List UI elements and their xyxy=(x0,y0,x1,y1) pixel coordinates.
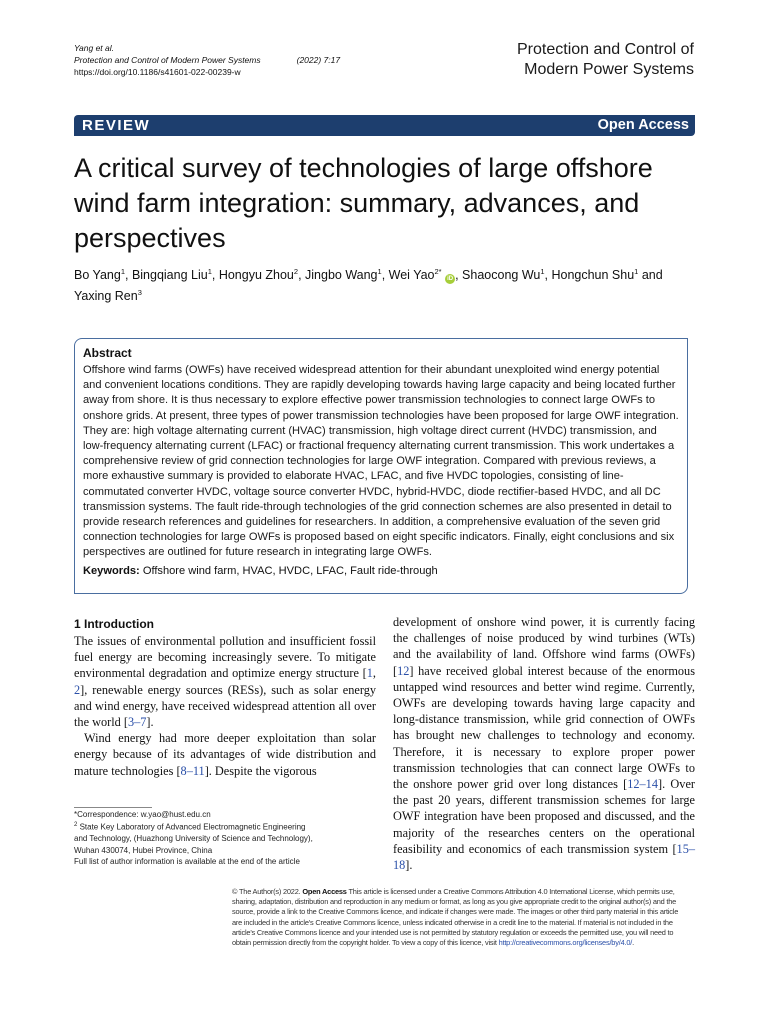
open-access-bold: Open Access xyxy=(302,887,347,896)
abstract-heading: Abstract xyxy=(83,346,132,360)
article-type-band xyxy=(74,115,695,136)
affiliation-line: and Technology, (Huazhong University of Science and Technology), xyxy=(74,834,313,844)
paragraph: The issues of environmental pollution and insufficient fossil fuel energy are becoming increasingly severe. To mitigate environmental degradation and optimize energy structure [1, 2], renewable energy sources (RESs), such as solar energy and wind energy, have received widespread attention all over the world [3–7]. xyxy=(74,634,376,730)
running-header xyxy=(74,42,340,78)
keywords-label: Keywords: xyxy=(83,564,140,577)
author-affiliation: 2 xyxy=(293,267,299,276)
author-name: Yaxing Ren xyxy=(74,289,138,304)
paragraph: Wind energy had more deeper exploitation than solar energy because of its advantages of wide distribution and mature technologies [8–11]. Despite the vigorous xyxy=(74,731,376,778)
author-name: Hongyu Zhou xyxy=(218,268,294,283)
author-name: Jingbo Wang xyxy=(305,268,378,283)
author-name: Shaocong Wu xyxy=(462,268,541,283)
author-affiliation: 3 xyxy=(137,288,142,298)
footnotes xyxy=(74,809,374,868)
body-column-left xyxy=(74,616,376,779)
author-affiliation: 1 xyxy=(377,267,382,276)
article-type-label: REVIEW xyxy=(82,117,151,134)
author-affiliation: 1 xyxy=(540,267,545,276)
citation-link[interactable]: 1 xyxy=(366,666,373,681)
paragraph: development of onshore wind power, it is currently facing the challenges of noise produced by wind turbines (WTs) and the availability of land. Offshore wind farms (OWFs) [12] have received global interest because of the enormous untapped wind resources and better wind regime. Currently, OWFs are developing towards having large capacity and long-distance transmission, while grid connection of OWFs has brought new challenges to technology and economy. Therefore, it is necessary to explore proper power transmission technologies that can connect large OWFs to the onshore power grid over long distances [12–14]. Over the past 20 years, different transmission schemes for large OWF integration have been proposed and discussed, and the majority of the researches centers on the operational feasibility and economics of each transmission system [15–18]. xyxy=(393,615,695,873)
citation-link[interactable]: 3–7 xyxy=(127,715,147,730)
author-affiliation: 1 xyxy=(120,267,125,276)
author-affiliation: 2* xyxy=(434,267,442,276)
header-doi-link[interactable]: https://doi.org/10.1186/s41601-022-00239-w xyxy=(74,67,241,77)
license-link[interactable]: http://creativecommons.org/licenses/by/4.0/ xyxy=(498,938,633,948)
footnote-divider xyxy=(74,807,152,808)
journal-name-line1: Protection and Control of xyxy=(517,41,694,58)
author-list: Bo Yang$^1$, Bingqiang Liu$^1$, Hongyu Zhou$^2$, Jingbo Wang$^1$, Wei Yao$^{2*}$ iD , Shaocong Wu$^1$, Hongchun Shu$^1$ and Yaxing Ren$^3$ xyxy=(74,267,663,304)
section-heading: 1 Introduction xyxy=(74,617,154,631)
open-access-label: Open Access xyxy=(597,117,689,133)
abstract-box xyxy=(74,338,688,594)
header-authors: Yang et al. xyxy=(74,43,115,53)
affiliation-note: $^2$ State Key Laboratory of Advanced Electromagnetic Engineering xyxy=(74,822,306,833)
abstract-text: Offshore wind farms (OWFs) have received widespread attention for their abundant unexploited wind energy potential and convenient locations conditions. They are rapidly developing towards having large capacity and being located further away from shore. It is thus necessary to explore effective power transmission technologies to connect large OWFs to onshore grids. At present, three types of power transmission technologies have been proposed for large OWF integration. They are: high voltage alternating current (HVAC) transmission, high voltage direct current (HVDC) transmission, and low-frequency alternating current (LFAC) or fractional frequency alternating current transmission. This work undertakes a comprehensive review of grid connection technologies for large OWF integration. Compared with previous reviews, a more exhaustive summary is provided to elaborate HVAC, LFAC, and five HVDC topologies, consisting of line-commutated converter HVDC, voltage source converter HVDC, hybrid-HVDC, diode rectifier-based HVDC, and all DC transmission systems. The fault ride-through technologies of the grid connection schemes are also presented in detail to provide research references and guidelines for researchers. In addition, a comprehensive evaluation of the seven grid connection technologies for large OWFs is proposed based on eight specific indicators. Finally, eight conclusions and six perspectives are outlined for future research in integrating large OWFs. xyxy=(83,364,679,559)
header-journal: Protection and Control of Modern Power Systems xyxy=(74,55,261,65)
citation-link[interactable]: 15–18 xyxy=(393,841,695,873)
author-name: Wei Yao xyxy=(388,268,435,283)
article-title: A critical survey of technologies of large offshore wind farm integration: summary, advances, and perspectives xyxy=(74,153,653,253)
header-journal-line xyxy=(74,54,340,66)
license-notice: © The Author(s) 2022. Open Access This article is licensed under a Creative Commons Attribution 4.0 International License, which permits use, sharing, adaptation, distribution and reproduction in any medium or format, as long as you give appropriate credit to the original author(s) and the source, provide a link to the Creative Commons licence, and indicate if changes were made. The images or other third party material in this article are included in the article's Creative Commons licence, unless indicated otherwise in a credit line to the material. If material is not included in the article's Creative Commons licence and your intended use is not permitted by statutory regulation or exceeds the permitted use, you will need to obtain permission directly from the copyright holder. To view a copy of this licence, visit http://creativecommons.org/licenses/by/4.0/. xyxy=(232,887,679,948)
keywords-list: Offshore wind farm, HVAC, HVDC, LFAC, Fault ride-through xyxy=(142,564,438,577)
citation-link[interactable]: 2 xyxy=(74,682,81,697)
author-name: Bo Yang xyxy=(74,268,121,283)
author-affiliation: 1 xyxy=(634,267,639,276)
citation-link[interactable]: 8–11 xyxy=(180,763,205,778)
author-info-note: Full list of author information is available at the end of the article xyxy=(74,857,300,867)
author-affiliation: 1 xyxy=(207,267,212,276)
author-name: Hongchun Shu xyxy=(551,268,635,283)
author-name: Bingqiang Liu xyxy=(131,268,208,283)
copyright-text: © The Author(s) 2022. xyxy=(232,887,301,896)
journal-name xyxy=(517,40,694,80)
orcid-icon[interactable]: iD xyxy=(447,276,454,283)
body-column-right xyxy=(393,614,695,873)
journal-name-line2: Modern Power Systems xyxy=(524,61,694,78)
header-year-volume: (2022) 7:17 xyxy=(296,55,341,65)
citation-link[interactable]: 12 xyxy=(397,663,410,678)
correspondence: *Correspondence: w.yao@hust.edu.cn xyxy=(74,810,211,819)
license-text: This article is licensed under a Creative Commons Attribution 4.0 International License, which permits use, sharing, adaptation, distribution and reproduction in any medium or format, as long as you give appropriate credit to the original author(s) and the source, provide a link to the Creative Commons licence, and indicate if changes were made. The images or other third party material in this article are included in the article's Creative Commons licence, unless indicated otherwise in a credit line to the material. If material is not included in the article's Creative Commons licence and your intended use is not permitted by statutory regulation or exceeds the permitted use, you will need to obtain permission directly from the copyright holder. To view a copy of this licence, visit xyxy=(232,887,679,948)
citation-link[interactable]: 12–14 xyxy=(627,777,658,792)
keywords xyxy=(83,564,679,579)
affiliation-line: Wuhan 430074, Hubei Province, China xyxy=(74,845,213,855)
